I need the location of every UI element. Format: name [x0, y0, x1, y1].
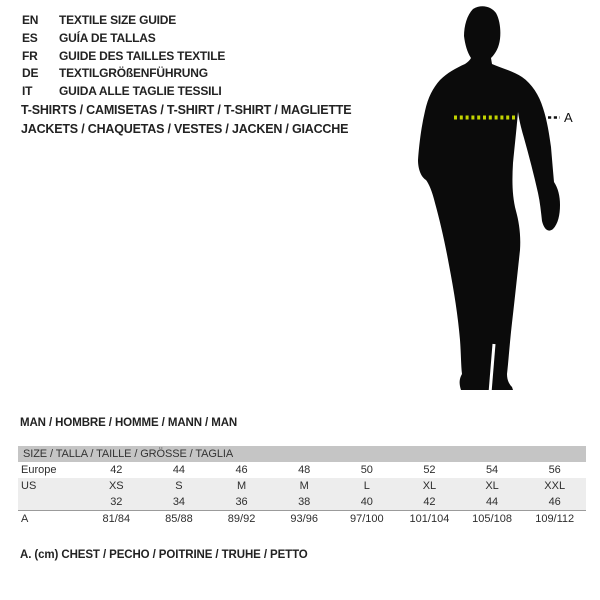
size-value: 42 [423, 496, 436, 508]
size-value: 50 [360, 464, 373, 476]
language-code: DE [22, 66, 39, 81]
size-value: XL [485, 480, 499, 492]
size-value: 89/92 [227, 513, 256, 525]
language-code: IT [22, 84, 33, 99]
category-tshirts: T-SHIRTS / CAMISETAS / T-SHIRT / T-SHIRT / MAGLIETTE [21, 103, 352, 117]
size-value: XXL [544, 480, 566, 492]
table-row [18, 462, 586, 478]
language-code: FR [22, 48, 38, 63]
size-value: 32 [110, 496, 123, 508]
size-value: 101/104 [409, 513, 450, 525]
size-value: 38 [298, 496, 311, 508]
size-value: XS [108, 480, 124, 492]
table-row [18, 494, 586, 510]
size-value: 54 [485, 464, 499, 476]
language-code: EN [22, 13, 39, 27]
size-value: 34 [172, 496, 186, 508]
row-label: Europe [21, 464, 57, 476]
size-value: 44 [172, 464, 186, 476]
size-value: 48 [298, 464, 311, 476]
table-row [18, 478, 586, 494]
language-guide [22, 12, 225, 101]
size-value: XL [422, 480, 437, 492]
table-row [18, 510, 586, 527]
size-value: 46 [235, 464, 248, 476]
size-value: 42 [110, 464, 123, 476]
size-value: 56 [548, 464, 561, 476]
language-row [22, 30, 225, 48]
language-label: TEXTILE SIZE GUIDE [59, 13, 177, 27]
size-value: 109/112 [535, 513, 575, 525]
size-table-body [18, 462, 586, 527]
size-table-header: SIZE / TALLA / TAILLE / GRÖSSE / TAGLIA [18, 446, 586, 462]
language-row [22, 48, 225, 66]
size-value: 40 [360, 496, 373, 508]
language-row [22, 65, 225, 83]
language-label: TEXTILGRÖßENFÜHRUNG [59, 66, 208, 81]
size-value: 52 [423, 464, 436, 476]
row-label: A [21, 513, 29, 525]
man-figure-svg [390, 0, 600, 400]
size-value: 85/88 [165, 513, 193, 525]
size-value: 36 [235, 496, 248, 508]
size-value: 81/84 [102, 513, 131, 525]
man-silhouette-path [418, 6, 560, 390]
row-label: US [21, 480, 37, 492]
size-value: M [299, 480, 309, 492]
language-label: GUIDE DES TAILLES TEXTILE [59, 48, 226, 63]
size-value: 97/100 [349, 513, 384, 525]
size-value: 105/108 [472, 513, 512, 525]
size-value: 44 [485, 496, 499, 508]
measure-label-a: A [564, 110, 573, 125]
language-label: GUIDA ALLE TAGLIE TESSILI [59, 84, 222, 99]
language-row [22, 12, 225, 30]
size-value: 93/96 [290, 513, 318, 525]
row-label [18, 494, 85, 510]
category-lines [21, 101, 351, 139]
size-value: L [363, 480, 370, 492]
language-label: GUÍA DE TALLAS [59, 30, 156, 45]
size-value: S [175, 480, 183, 492]
section-title: MAN / HOMBRE / HOMME / MANN / MAN [20, 417, 238, 429]
language-code: ES [22, 30, 38, 45]
footnote: A. (cm) CHEST / PECHO / POITRINE / TRUHE / PETTO [20, 549, 308, 561]
size-value: 46 [548, 496, 561, 508]
size-value: M [236, 480, 247, 492]
category-jackets: JACKETS / CHAQUETAS / VESTES / JACKEN / GIACCHE [21, 122, 349, 136]
size-table [18, 446, 586, 527]
language-row [22, 83, 225, 101]
